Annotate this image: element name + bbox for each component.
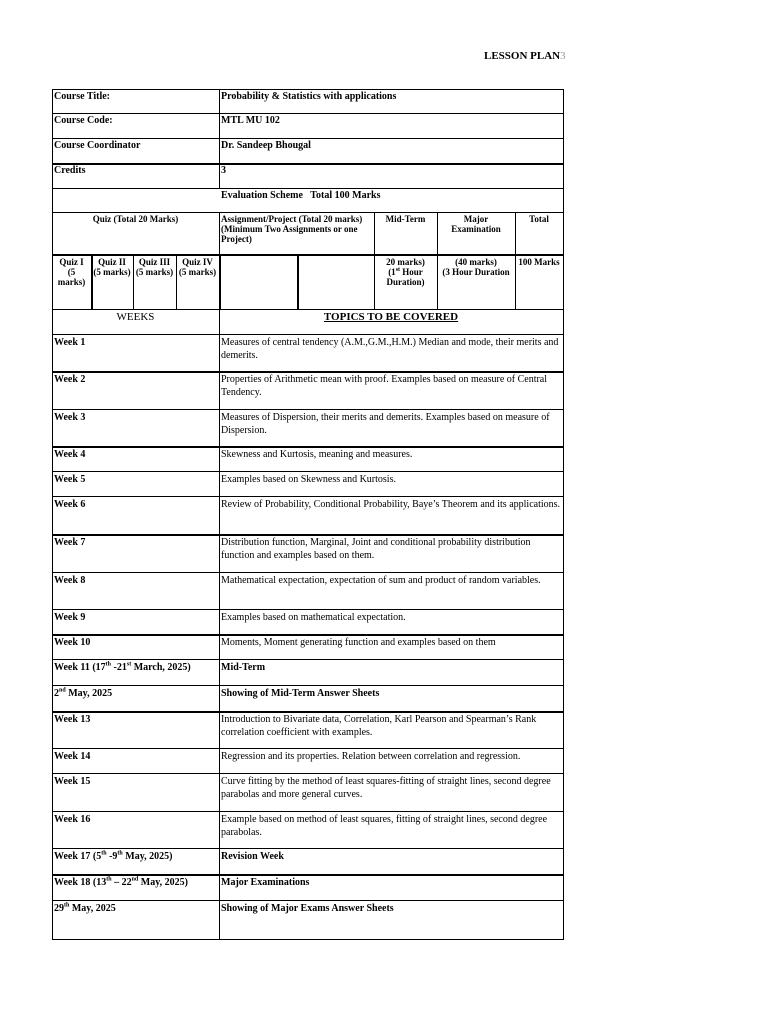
week-cell: Week 5 (54, 474, 86, 485)
major-marks-cell (437, 255, 515, 309)
quiz-cell (52, 255, 91, 309)
course-code-label: Course Code: (54, 115, 113, 126)
total-header: Total (529, 214, 549, 224)
week-text: March, 2025) (131, 662, 191, 673)
grid-line (52, 685, 563, 686)
quiz-name: Quiz III (138, 257, 171, 267)
course-code-value: MTL MU 102 (221, 115, 280, 126)
grid-line (52, 446, 563, 448)
topic-cell: Measures of Dispersion, their merits and demerits. Examples based on measure of Dispersion. (221, 412, 550, 436)
grid-line (52, 939, 563, 940)
course-title-value: Probability & Statistics with applications (221, 91, 397, 102)
grid-line (563, 89, 564, 940)
total-marks-cell: 100 Marks (518, 257, 560, 267)
week-cell: Week 1 (54, 337, 86, 348)
week-cell: Week 7 (54, 537, 86, 548)
week-cell: Week 8 (54, 575, 86, 586)
header-title: LESSON PLAN (484, 50, 561, 62)
week-text: -9 (106, 851, 118, 862)
midterm-marks-cell (374, 255, 437, 309)
topic-cell: Showing of Mid-Term Answer Sheets (221, 688, 380, 699)
week-cell: Week 15 (54, 776, 91, 787)
grid-line (52, 138, 563, 139)
grid-line (52, 874, 563, 876)
week-cell (52, 685, 219, 711)
midterm-duration-pre: (1 (388, 267, 396, 277)
ordinal-suffix: th (64, 902, 70, 909)
grid-line (52, 113, 563, 114)
topic-cell: Example based on method of least squares, fitting of straight lines, second degree parabolas. (221, 814, 548, 838)
week-text: May, 2025) (122, 851, 173, 862)
ordinal-suffix: th (106, 876, 112, 883)
week-cell (52, 659, 219, 685)
week-text: – 22 (111, 877, 132, 888)
quiz-cell (133, 255, 176, 309)
grid-line (91, 254, 93, 309)
evaluation-heading (219, 188, 519, 212)
quiz-name: Quiz IV (182, 257, 213, 267)
grid-line (52, 89, 53, 939)
grid-line (52, 811, 563, 812)
ordinal-suffix: st (126, 661, 132, 668)
grid-line (52, 309, 563, 310)
grid-line (52, 900, 563, 901)
major-duration: (3 Hour Duration (442, 267, 510, 277)
topic-cell: Distribution function, Marginal, Joint and conditional probability distribution function and examples based on them. (221, 537, 531, 561)
week-text: Week 17 (5 (54, 851, 102, 862)
topics-header: TOPICS TO BE COVERED (323, 311, 459, 323)
week-cell: Week 13 (54, 714, 91, 725)
grid-line (52, 534, 563, 536)
ordinal-suffix: nd (59, 687, 66, 694)
course-title-label: Course Title: (54, 91, 111, 102)
midterm-duration (376, 267, 435, 287)
week-cell (52, 848, 219, 874)
week-cell: Week 14 (54, 751, 91, 762)
week-text: Week 18 (13 (54, 877, 107, 888)
quiz-name: Quiz II (98, 257, 126, 267)
week-text: May, 2025 (69, 903, 116, 914)
topic-cell: Measures of central tendency (A.M.,G.M.,H.M.) Median and mode, their merits and demerits. (221, 337, 559, 361)
grid-line (52, 572, 563, 573)
week-cell: Week 9 (54, 612, 86, 623)
grid-line (374, 212, 375, 309)
ordinal-suffix: th (101, 850, 107, 857)
grid-line (52, 659, 563, 660)
quiz-marks: (5 marks) (135, 267, 174, 277)
grid-line (52, 471, 563, 472)
topic-cell: Regression and its properties. Relation between correlation and regression. (221, 751, 521, 762)
midterm-duration-post: Hour Duration) (386, 267, 425, 287)
grid-line (219, 89, 220, 188)
week-cell: Week 2 (54, 374, 86, 385)
topic-cell: Mid-Term (221, 662, 266, 673)
assignment-header: Assignment/Project (Total 20 marks) (Minimum Two Assignments or one Project) (221, 214, 363, 244)
grid-line (437, 212, 438, 309)
grid-line (515, 212, 516, 309)
ordinal-suffix: nd (131, 876, 139, 883)
grid-line (176, 254, 177, 309)
major-header: Major Examination (451, 214, 501, 234)
topic-cell: Mathematical expectation, expectation of sum and product of random variables. (221, 575, 541, 586)
grid-line (52, 609, 563, 610)
grid-line (52, 188, 563, 189)
quiz-marks: (5 marks) (93, 267, 131, 277)
quiz-cell (91, 255, 133, 309)
major-marks: (40 marks) (455, 257, 497, 267)
midterm-duration-sup: st (395, 267, 401, 273)
week-cell (52, 874, 219, 900)
quiz-cell (176, 255, 219, 309)
week-cell: Week 3 (54, 412, 86, 423)
week-text: Week 11 (17 (54, 662, 106, 673)
week-text: May, 2025 (65, 688, 113, 699)
midterm-marks: 20 marks) (386, 257, 425, 267)
week-text: May, 2025) (138, 877, 188, 888)
week-text: 29 (54, 903, 64, 914)
week-cell: Week 4 (54, 449, 86, 460)
topic-cell: Introduction to Bivariate data, Correlation, Karl Pearson and Spearman’s Rank correlation coefficient with examples. (221, 714, 537, 738)
quiz-marks: (5 marks) (57, 267, 86, 287)
week-text: -21 (111, 662, 127, 673)
course-coordinator-value: Dr. Sandeep Bhougal (221, 140, 311, 151)
page-number: 3 (560, 50, 566, 62)
grid-line (52, 634, 563, 636)
grid-line (52, 848, 563, 849)
quiz-marks: (5 marks) (178, 267, 217, 277)
topic-cell: Moments, Moment generating function and examples based on them (221, 637, 496, 648)
week-cell: Week 6 (54, 499, 86, 510)
weeks-header: WEEKS (116, 311, 155, 323)
grid-line (52, 163, 563, 165)
week-cell: Week 10 (54, 637, 91, 648)
grid-line (52, 89, 563, 90)
week-cell (52, 900, 219, 939)
grid-line (219, 254, 221, 309)
credits-label: Credits (54, 165, 86, 176)
grid-line (52, 212, 563, 213)
ordinal-suffix: th (105, 661, 112, 668)
topic-cell: Major Examinations (221, 877, 310, 888)
week-text: 2 (54, 688, 59, 699)
grid-line (219, 212, 220, 939)
grid-line (52, 334, 563, 335)
quiz-header: Quiz (Total 20 Marks) (92, 214, 179, 224)
topic-cell: Showing of Major Exams Answer Sheets (221, 903, 394, 914)
topic-cell: Skewness and Kurtosis, meaning and measures. (221, 449, 413, 460)
grid-line (52, 773, 563, 774)
grid-line (52, 748, 563, 749)
evaluation-heading-text: Evaluation Scheme Total 100 Marks (221, 190, 381, 201)
topic-cell: Properties of Arithmetic mean with proof. Examples based on measure of Central Tendency. (221, 374, 548, 398)
grid-line (52, 409, 563, 410)
topic-cell: Examples based on Skewness and Kurtosis. (221, 474, 396, 485)
midterm-header: Mid-Term (385, 214, 426, 224)
page-header (484, 50, 566, 62)
topic-cell: Revision Week (221, 851, 284, 862)
grid-line (133, 254, 134, 309)
week-cell: Week 16 (54, 814, 91, 825)
topic-cell: Review of Probability, Conditional Probability, Baye’s Theorem and its applications. (221, 499, 561, 510)
topic-cell: Curve fitting by the method of least squares-fitting of straight lines, second degree parabolas and more general curves. (221, 776, 551, 800)
course-coordinator-label: Course Coordinator (54, 140, 141, 151)
credits-value: 3 (221, 165, 226, 176)
grid-line (52, 711, 563, 713)
topic-cell: Examples based on mathematical expectation. (221, 612, 406, 623)
grid-line (52, 496, 563, 497)
grid-line (52, 371, 563, 373)
grid-line (297, 254, 299, 309)
ordinal-suffix: th (117, 850, 123, 857)
grid-line (52, 254, 563, 256)
quiz-name: Quiz I (59, 257, 84, 267)
